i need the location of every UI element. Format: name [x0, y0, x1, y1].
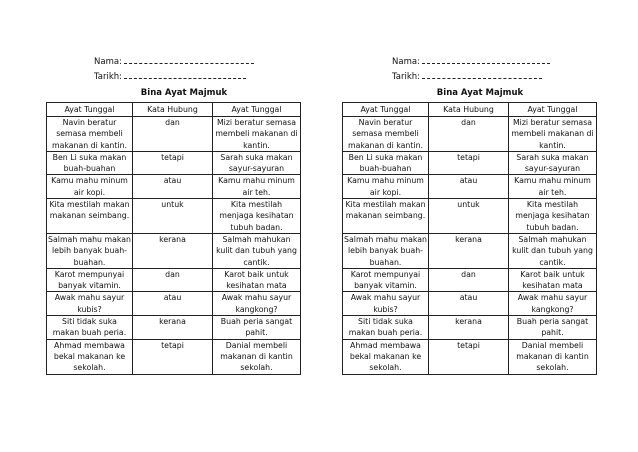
table-row	[343, 199, 597, 234]
table-row	[343, 151, 597, 175]
worksheet-title: Bina Ayat Majmuk	[140, 88, 228, 98]
conjunction-cell: dan	[429, 117, 509, 152]
column-header: Kata Hubung	[429, 103, 509, 117]
sentence-cell: Ben Li suka makan buah-buahan	[343, 151, 429, 175]
conjunction-cell: kerana	[133, 316, 213, 340]
sentence-cell: Awak mahu sayur kubis?	[343, 292, 429, 316]
column-header: Ayat Tunggal	[509, 103, 597, 117]
table-row	[343, 117, 597, 152]
conjunction-cell: atau	[429, 175, 509, 199]
conjunction-cell: atau	[133, 175, 213, 199]
table-row	[47, 175, 301, 199]
table-row	[47, 292, 301, 316]
table-body	[343, 117, 597, 375]
column-header: Kata Hubung	[133, 103, 213, 117]
sentence-cell: Mizi beratur semasa membeli makanan di kantin.	[213, 117, 301, 152]
table-body	[47, 117, 301, 375]
table-row	[47, 151, 301, 175]
table-row	[47, 117, 301, 152]
name-field	[392, 55, 550, 67]
sentence-cell: Kamu mahu minum air kopi.	[343, 175, 429, 199]
sentence-cell: Navin beratur semasa membeli makanan di kantin.	[343, 117, 429, 152]
sentence-cell: Buah peria sangat pahit.	[213, 316, 301, 340]
sentence-cell: Buah peria sangat pahit.	[509, 316, 597, 340]
table-row	[47, 199, 301, 234]
table-row	[47, 339, 301, 374]
sentence-table	[342, 102, 597, 375]
date-label: Tarikh:	[94, 72, 123, 82]
conjunction-cell: dan	[133, 268, 213, 292]
conjunction-cell: kerana	[429, 233, 509, 268]
conjunction-cell: dan	[133, 117, 213, 152]
table-row	[343, 268, 597, 292]
table-row	[343, 316, 597, 340]
name-field	[94, 55, 254, 67]
table-row	[47, 316, 301, 340]
table-row	[47, 233, 301, 268]
conjunction-cell: tetapi	[133, 339, 213, 374]
table-row	[343, 233, 597, 268]
sentence-cell: Awak mahu sayur kangkong?	[509, 292, 597, 316]
sentence-cell: Ahmad membawa bekal makanan ke sekolah.	[47, 339, 133, 374]
column-header: Ayat Tunggal	[343, 103, 429, 117]
table-row	[343, 339, 597, 374]
date-field	[94, 70, 246, 82]
sentence-cell: Danial membeli makanan di kantin sekolah.	[509, 339, 597, 374]
table-row	[47, 268, 301, 292]
sentence-cell: Mizi beratur semasa membeli makanan di kantin.	[509, 117, 597, 152]
sentence-table	[46, 102, 301, 375]
sentence-cell: Salmah mahu makan lebih banyak buah-buahan.	[344, 234, 427, 267]
name-label: Nama:	[392, 57, 420, 67]
worksheet-left	[8, 0, 308, 452]
sentence-cell: Karot mempunyai banyak vitamin.	[343, 268, 429, 292]
name-label: Nama:	[94, 57, 122, 67]
date-label: Tarikh:	[392, 72, 421, 82]
conjunction-cell: atau	[133, 292, 213, 316]
conjunction-cell: dan	[429, 268, 509, 292]
sentence-cell: Sarah suka makan sayur-sayuran	[509, 151, 597, 175]
sentence-cell: Siti tidak suka makan buah peria.	[47, 316, 133, 340]
sentence-cell: Karot baik untuk kesihatan mata	[509, 268, 597, 292]
sentence-cell: Kamu mahu minum air kopi.	[47, 175, 133, 199]
column-header: Ayat Tunggal	[47, 103, 133, 117]
conjunction-cell: tetapi	[133, 151, 213, 175]
conjunction-cell: tetapi	[429, 339, 509, 374]
conjunction-cell: untuk	[133, 199, 213, 234]
sentence-cell: Ahmad membawa bekal makanan ke sekolah.	[343, 339, 429, 374]
sentence-cell: Awak mahu sayur kubis?	[47, 292, 133, 316]
sentence-cell: Kita mestilah menjaga kesihatan tubuh badan.	[213, 199, 301, 234]
sentence-cell: Kamu mahu minum air teh.	[509, 175, 597, 199]
sentence-cell: Sarah suka makan sayur-sayuran	[213, 151, 301, 175]
sentence-cell: Salmah mahu makan lebih banyak buah-buahan.	[48, 234, 131, 267]
sentence-cell: Siti tidak suka makan buah peria.	[343, 316, 429, 340]
sentence-cell: Kita mestilah menjaga kesihatan tubuh badan.	[509, 199, 597, 234]
sentence-cell: Karot baik untuk kesihatan mata	[213, 268, 301, 292]
name-blank	[422, 55, 550, 64]
date-field	[392, 70, 542, 82]
column-header: Ayat Tunggal	[213, 103, 301, 117]
sentence-cell: Awak mahu sayur kangkong?	[213, 292, 301, 316]
conjunction-cell: atau	[429, 292, 509, 316]
date-blank	[422, 70, 542, 79]
conjunction-cell: untuk	[429, 199, 509, 234]
sentence-cell: Kita mestilah makan makanan seimbang.	[343, 199, 429, 234]
sentence-cell: Salmah mahukan kulit dan tubuh yang cantik.	[213, 233, 301, 268]
sentence-cell: Kamu mahu minum air teh.	[213, 175, 301, 199]
conjunction-cell: kerana	[133, 233, 213, 268]
sentence-cell: Karot mempunyai banyak vitamin.	[47, 268, 133, 292]
table-row	[343, 175, 597, 199]
sentence-cell: Ben Li suka makan buah-buahan	[47, 151, 133, 175]
name-blank	[124, 55, 254, 64]
conjunction-cell: kerana	[429, 316, 509, 340]
sentence-cell: Salmah mahukan kulit dan tubuh yang cantik.	[509, 233, 597, 268]
worksheet-title: Bina Ayat Majmuk	[436, 88, 524, 98]
table-header-row	[343, 103, 597, 117]
sentence-cell: Kita mestilah makan makanan seimbang.	[47, 199, 133, 234]
worksheet-right	[330, 0, 630, 452]
table-header-row	[47, 103, 301, 117]
table-row	[343, 292, 597, 316]
sentence-cell: Danial membeli makanan di kantin sekolah.	[213, 339, 301, 374]
sentence-cell: Navin beratur semasa membeli makanan di kantin.	[47, 117, 133, 152]
conjunction-cell: tetapi	[429, 151, 509, 175]
date-blank	[124, 70, 246, 79]
